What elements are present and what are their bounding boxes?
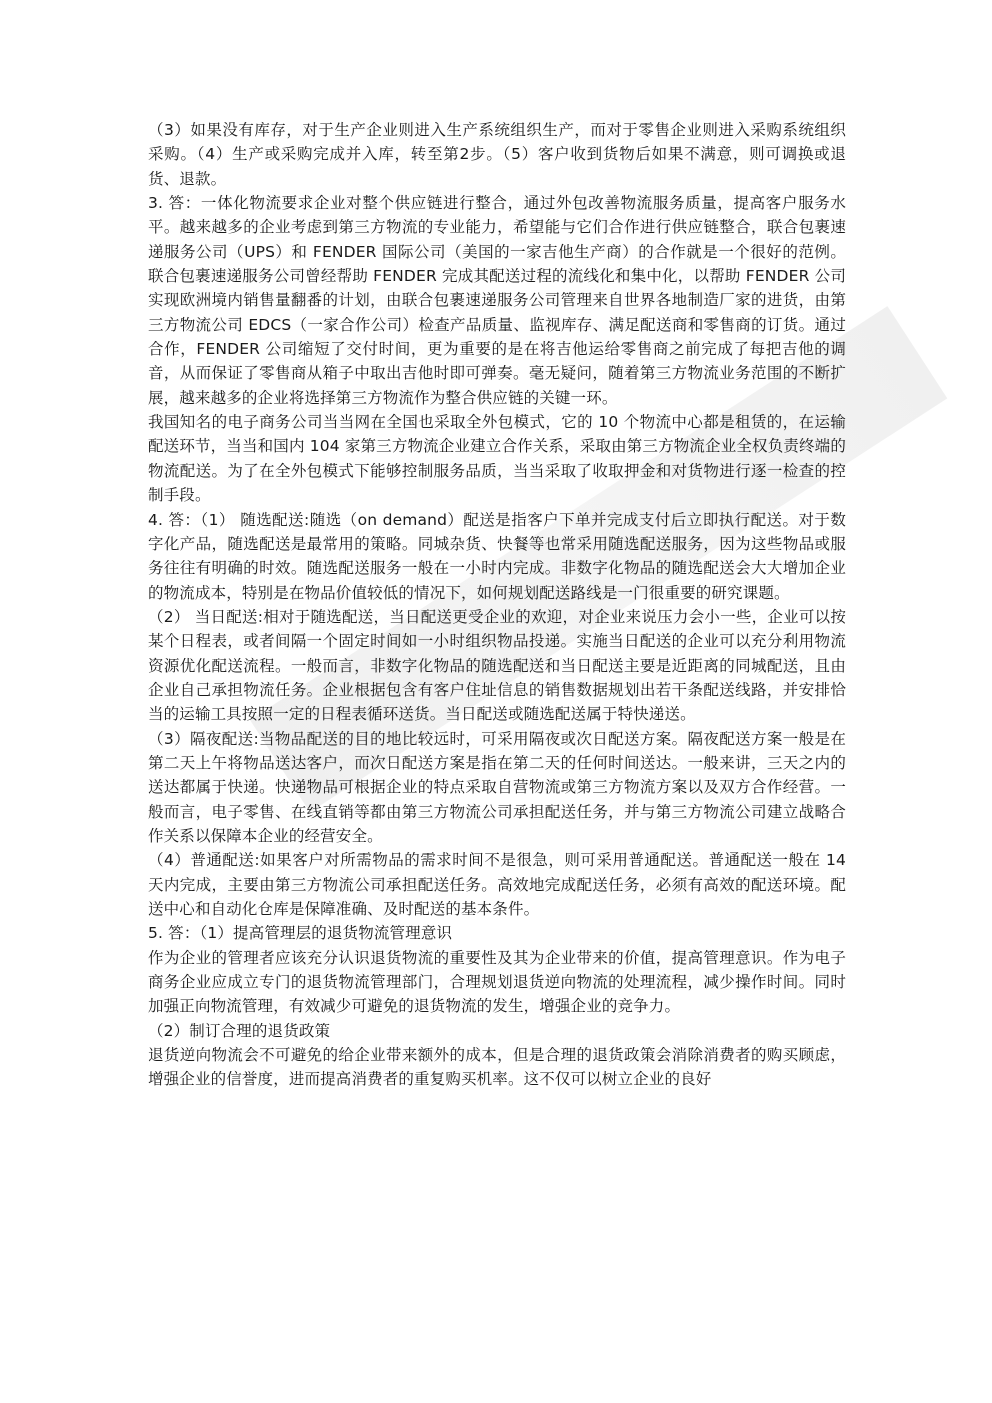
paragraph-management-awareness: 作为企业的管理者应该充分认识退货物流的重要性及其为企业带来的价值，提高管理意识。作为电子商务企业应成立专门的退货物流管理部门，合理规划退货逆向物流的处理流程，减少操作时间。同时加强正向物流管理，有效减少可避免的退货物流的发生，增强企业的竞争力。: [148, 948, 846, 1016]
paragraph-step-3-5: （3）如果没有库存，对于生产企业则进入生产系统组织生产，而对于零售企业则进入采购系统组织采购。（4）生产或采购完成并入库，转至第2步。（5）客户收到货物后如果不满意，则可调换或退货、退款。: [148, 121, 846, 188]
paragraph-same-day-delivery: （2） 当日配送:相对于随选配送，当日配送更受企业的欢迎，对企业来说压力会小一些，企业可以按某个日程表，或者间隔一个固定时间如一小时组织物品投递。实施当日配送的企业可以充分利用物流资源优化配送流程。一般而言，非数字化物品的随选配送和当日配送主要是近距离的同城配送，且由企业自己承担物流任务。企业根据包含有客户住址信息的销售数据规划出若干条配送线路，并安排恰当的运输工具按照一定的日程表循环送货。当日配送或随选配送属于特快递送。: [148, 607, 846, 724]
document-body: [148, 118, 846, 1092]
paragraph-overnight-delivery: （3）隔夜配送:当物品配送的目的地比较远时，可采用隔夜或次日配送方案。隔夜配送方案一般是在第二天上午将物品送达客户，而次日配送方案是指在第二天的任何时间送达。一般来讲，三天之内的送达都属于快递。快递物品可根据企业的特点采取自营物流或第三方物流方案以及双方合作经营。一般而言，电子零售、在线直销等都由第三方物流公司承担配送任务，并与第三方物流公司建立战略合作关系以保障本企业的经营安全。: [148, 729, 846, 845]
paragraph-standard-delivery: （4）普通配送:如果客户对所需物品的需求时间不是很急，则可采用普通配送。普通配送一般在 14 天内完成，主要由第三方物流公司承担配送任务。高效地完成配送任务，必须有高效的配送环境。配送中心和自动化仓库是保障准确、及时配送的基本条件。: [148, 851, 846, 918]
paragraph-return-policy-heading: （2）制订合理的退货政策: [148, 1021, 331, 1040]
paragraph-answer-5-heading: 5. 答：（1）提高管理层的退货物流管理意识: [148, 924, 453, 943]
paragraph-return-policy: 退货逆向物流会不可避免的给企业带来额外的成本，但是合理的退货政策会消除消费者的购买顾虑，增强企业的信誉度，进而提高消费者的重复购买机率。这不仅可以树立企业的良好: [148, 1046, 846, 1089]
paragraph-answer-4-on-demand: 4. 答：（1） 随选配送:随选（on demand）配送是指客户下单并完成支付后立即执行配送。对于数字化产品，随选配送是最常用的策略。同城杂货、快餐等也常采用随选配送服务，因为这些物品或服务往往有明确的时效。随选配送服务一般在一小时内完成。非数字化物品的随选配送会大大增加企业的物流成本，特别是在物品价值较低的情况下，如何规划配送路线是一门很重要的研究课题。: [148, 510, 846, 602]
paragraph-answer-3: 3. 答：一体化物流要求企业对整个供应链进行整合，通过外包改善物流服务质量，提高客户服务水平。越来越多的企业考虑到第三方物流的专业能力，希望能与它们合作进行供应链整合，联合包裹速递服务公司（UPS）和 FENDER 国际公司（美国的一家吉他生产商）的合作就是一个很好的范例。联合包裹速递服务公司曾经帮助 FENDER 完成其配送过程的流线化和集中化，以帮助 FENDER 公司实现欧洲境内销售量翻番的计划，由联合包裹速递服务公司管理来自世界各地制造厂家的进货，由第三方物流公司 EDCS（一家合作公司）检查产品质量、监视库存、满足配送商和零售商的订货。通过合作，FENDER 公司缩短了交付时间，更为重要的是在将吉他运给零售商之前完成了每把吉他的调音，从而保证了零售商从箱子中取出吉他时即可弹奏。毫无疑问，随着第三方物流业务范围的不断扩展，越来越多的企业将选择第三方物流作为整合供应链的关键一环。: [148, 194, 846, 407]
paragraph-dangdang: 我国知名的电子商务公司当当网在全国也采取全外包模式，它的 10 个物流中心都是租赁的，在运输配送环节，当当和国内 104 家第三方物流企业建立合作关系，采取由第三方物流企业全权负责终端的物流配送。为了在全外包模式下能够控制服务品质，当当采取了收取押金和对货物进行逐一检查的控制手段。: [148, 413, 846, 505]
